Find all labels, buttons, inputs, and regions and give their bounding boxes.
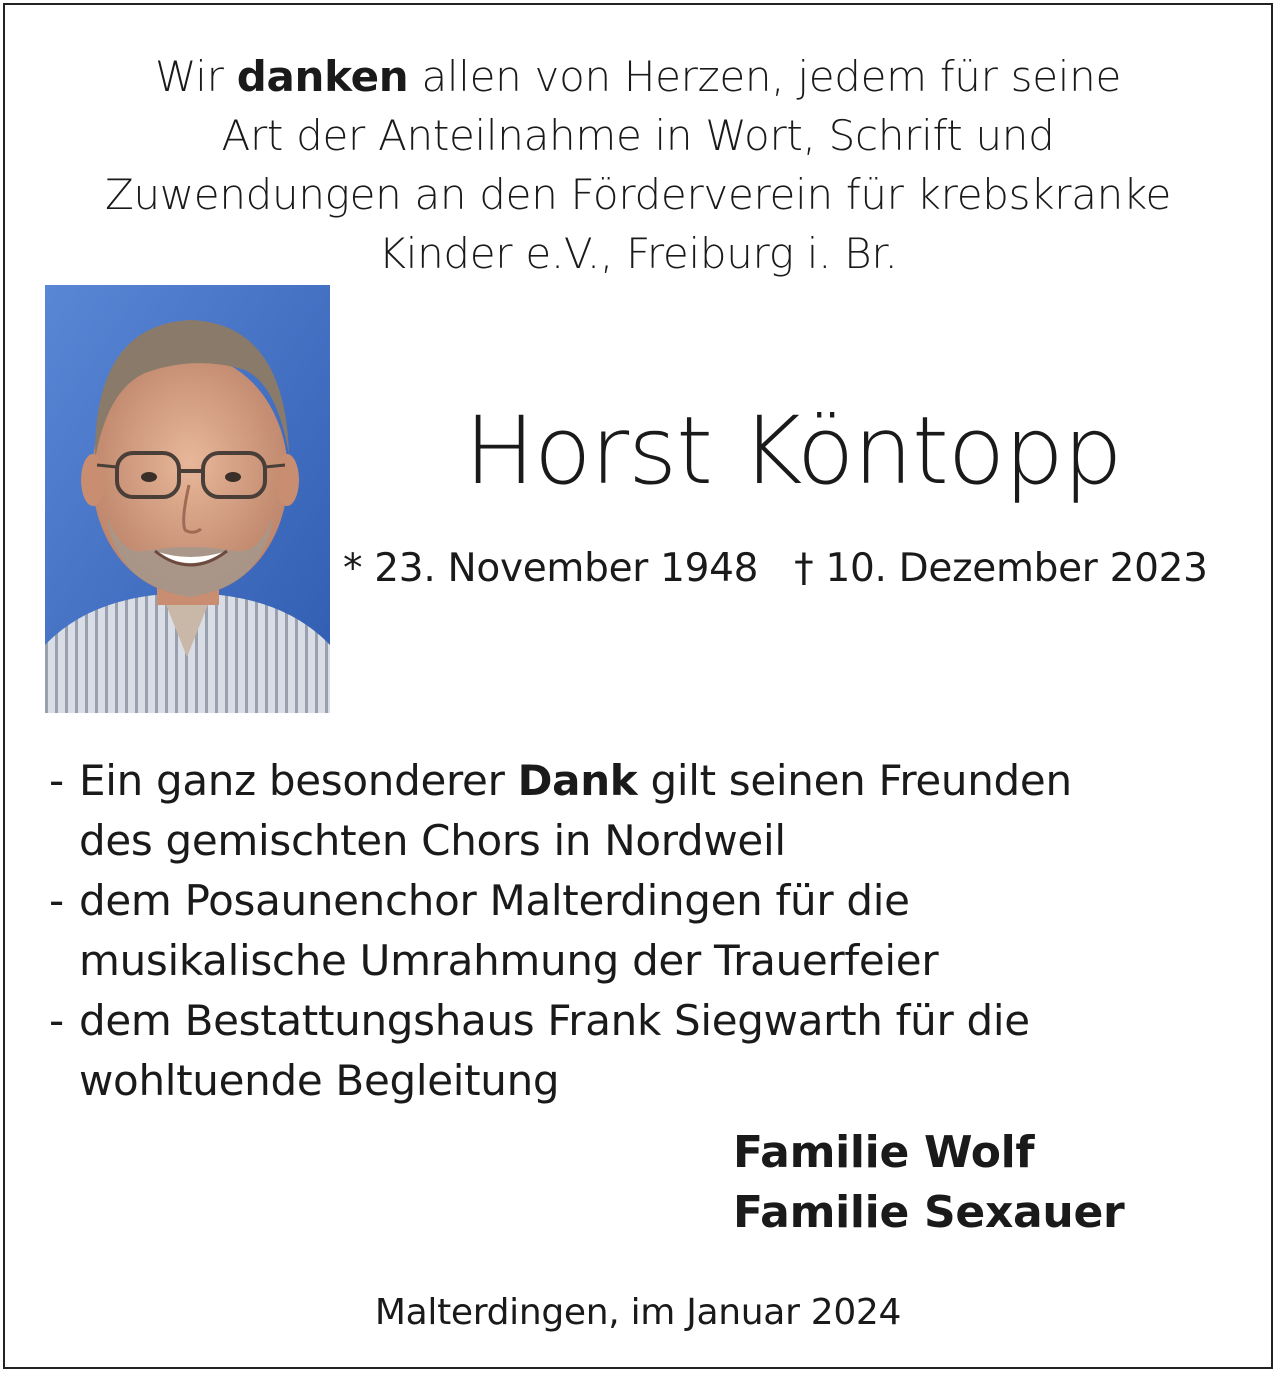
intro-line-2: Art der Anteilnahme in Wort, Schrift und	[221, 111, 1055, 160]
signature-family-2: Familie Sexauer	[733, 1187, 1125, 1238]
place-and-date: Malterdingen, im Januar 2024	[374, 1292, 902, 1333]
list-item: - dem Bestattungshaus Frank Siegwarth für die wohltuende Begleitung	[49, 996, 1030, 1105]
thank-you-intro	[25, 47, 1251, 283]
intro-pre: Wir	[154, 52, 237, 101]
intro-line-3: Zuwendungen an den Förderverein für krebskranke	[104, 170, 1172, 219]
portrait-photo	[45, 285, 330, 713]
signature-family-1: Familie Wolf	[733, 1127, 1035, 1178]
signature-block	[733, 1123, 1124, 1243]
birth-date: * 23. November 1948	[343, 546, 759, 591]
intro-line-1	[25, 47, 1251, 106]
death-date: † 10. Dezember 2023	[794, 546, 1208, 591]
intro-line-4: Kinder e.V., Freiburg i. Br.	[378, 229, 898, 278]
list-item: - Ein ganz besonderer Dank gilt seinen Freunden des gemischten Chors in Nordweil	[49, 756, 1072, 865]
obituary-card	[3, 3, 1273, 1369]
deceased-name: Horst Köntopp	[464, 397, 1122, 506]
intro-line-1-rest: allen von Herzen, jedem für seine	[408, 52, 1121, 101]
thanks-list	[49, 751, 1251, 1111]
intro-bold-word: danken	[236, 52, 409, 101]
life-dates	[343, 543, 1208, 595]
list-item: - dem Posaunenchor Malterdingen für die musikalische Umrahmung der Trauerfeier	[49, 876, 939, 985]
